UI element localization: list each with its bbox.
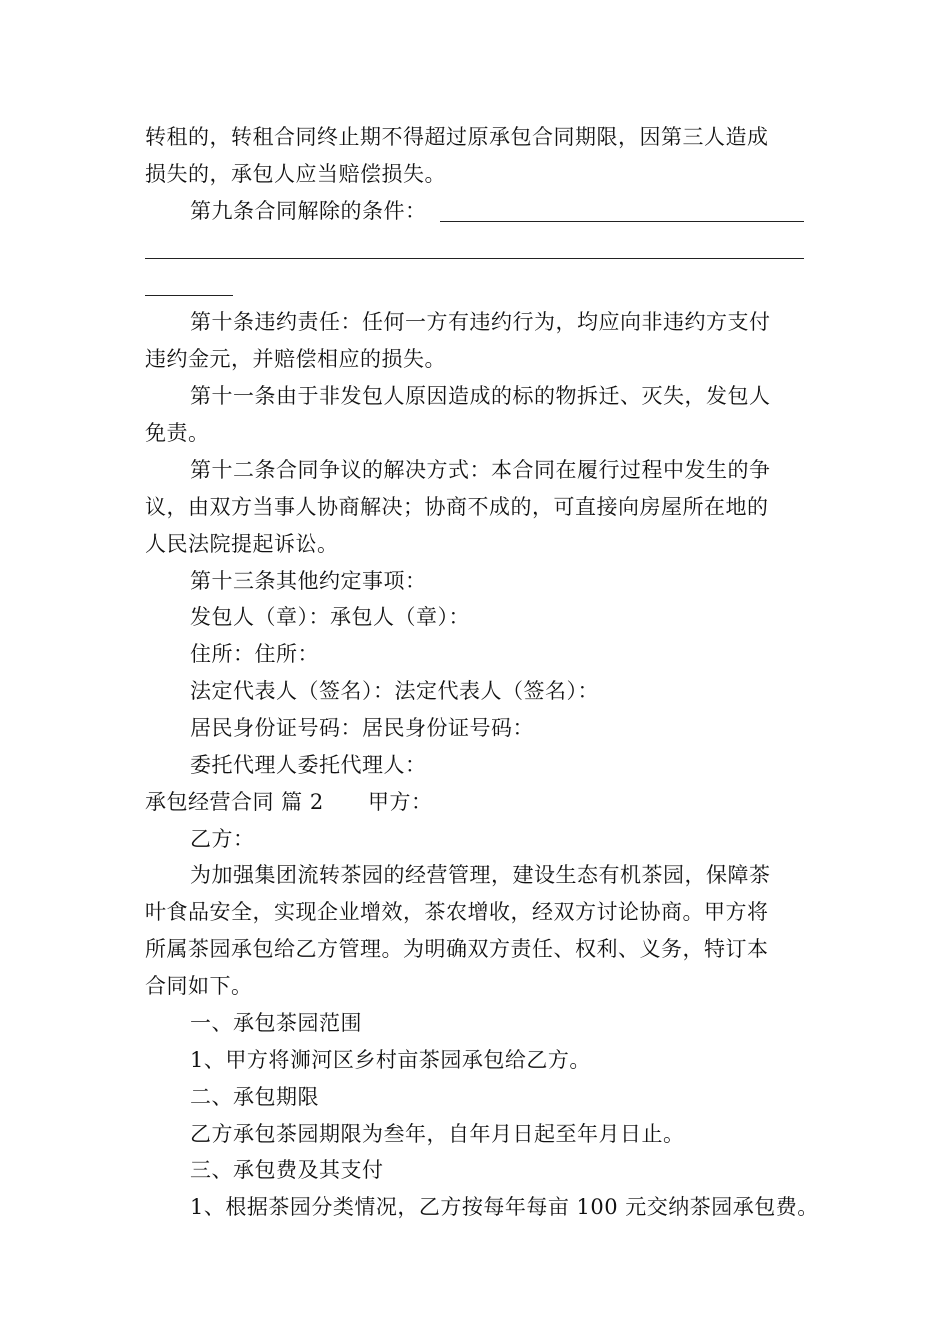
- signature-line: 居民身份证号码：居民身份证号码：: [190, 716, 534, 740]
- paragraph-line: 合同如下。: [145, 974, 253, 998]
- paragraph-line: 转租的，转租合同终止期不得超过原承包合同期限，因第三人造成: [145, 125, 769, 149]
- clause-11-line: 第十一条由于非发包人原因造成的标的物拆迁、灭失，发包人: [190, 384, 771, 408]
- paragraph-line: 免责。: [145, 421, 210, 445]
- paragraph-line: 1、甲方将浉河区乡村亩茶园承包给乙方。: [190, 1048, 591, 1072]
- clause-13-line: 第十三条其他约定事项：: [190, 569, 427, 593]
- paragraph-line: 乙方承包茶园期限为叁年，自年月日起至年月日止。: [190, 1122, 685, 1146]
- paragraph-line: 叶食品安全，实现企业增效，茶农增收，经双方讨论协商。甲方将: [145, 900, 769, 924]
- blank-fill-line: [145, 295, 233, 296]
- paragraph-line: 人民法院提起诉讼。: [145, 532, 339, 556]
- section-heading: 二、承包期限: [190, 1085, 319, 1109]
- blank-fill-line: [145, 258, 804, 259]
- party-a-label: 甲方：: [368, 790, 433, 814]
- blank-fill-line: [440, 221, 804, 222]
- clause-9-heading: 第九条合同解除的条件：: [190, 199, 427, 223]
- section-title: 承包经营合同 篇 2: [145, 790, 324, 814]
- paragraph-line: 损失的，承包人应当赔偿损失。: [145, 162, 446, 186]
- paragraph-line: 议，由双方当事人协商解决；协商不成的，可直接向房屋所在地的: [145, 495, 769, 519]
- paragraph-line: 所属茶园承包给乙方管理。为明确双方责任、权利、义务，特订本: [145, 937, 769, 961]
- paragraph-line: 违约金元，并赔偿相应的损失。: [145, 347, 446, 371]
- paragraph-line: 为加强集团流转茶园的经营管理，建设生态有机茶园，保障茶: [190, 863, 771, 887]
- signature-line: 发包人（章）：承包人（章）：: [190, 605, 470, 629]
- clause-10-line: 第十条违约责任：任何一方有违约行为，均应向非违约方支付: [190, 310, 771, 334]
- party-b-label: 乙方：: [190, 827, 255, 851]
- signature-line: 住所：住所：: [190, 642, 319, 666]
- paragraph-line: 1、根据茶园分类情况，乙方按每年每亩 100 元交纳茶园承包费。: [190, 1195, 819, 1219]
- signature-line: 法定代表人（签名）：法定代表人（签名）：: [190, 679, 599, 703]
- section-heading: 一、承包茶园范围: [190, 1011, 362, 1035]
- section-heading: 三、承包费及其支付: [190, 1158, 384, 1182]
- signature-line: 委托代理人委托代理人：: [190, 753, 427, 777]
- clause-12-line: 第十二条合同争议的解决方式：本合同在履行过程中发生的争: [190, 458, 771, 482]
